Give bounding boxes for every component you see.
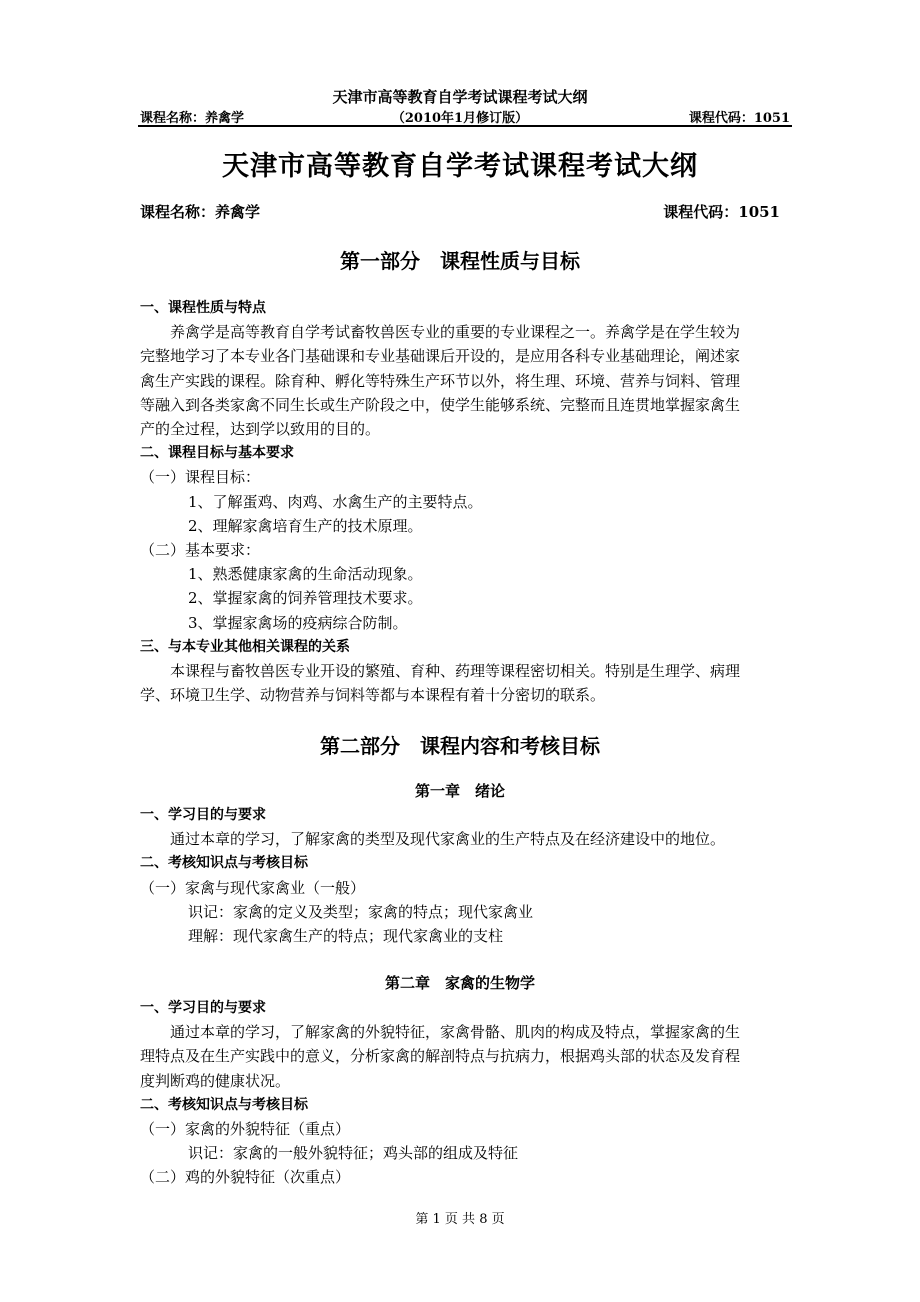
paragraph-line: 度判断鸡的健康状况。	[140, 1071, 291, 1090]
section-heading: 三、与本专业其他相关课程的关系	[140, 638, 350, 655]
list-item: 2、理解家禽培育生产的技术原理。	[188, 516, 423, 535]
course-code: 课程代码：1051	[663, 203, 780, 221]
running-header-course-code: 课程代码：1051	[688, 111, 790, 126]
list-item: 1、了解蛋鸡、肉鸡、水禽生产的主要特点。	[188, 492, 483, 511]
paragraph-line: 通过本章的学习，了解家禽的外貌特征，家禽骨骼、肌肉的构成及特点，掌握家禽的生	[170, 1023, 741, 1042]
part1-body	[140, 296, 785, 707]
list-item: 2、掌握家禽的饲养管理技术要求。	[188, 589, 423, 608]
header-divider	[138, 125, 792, 127]
chapter1-body	[140, 803, 785, 948]
subsection-heading: （一）家禽的外貌特征（重点）	[140, 1120, 351, 1139]
section-heading: 二、考核知识点与考核目标	[140, 855, 308, 872]
paragraph-line: 学、环境卫生学、动物营养与饲料等都与本课程有着十分密切的联系。	[140, 686, 606, 705]
list-item: 3、掌握家禽场的疫病综合防制。	[188, 613, 408, 632]
subsection-heading: （二）鸡的外貌特征（次重点）	[140, 1168, 351, 1187]
paragraph-line: 养禽学是高等教育自学考试畜牧兽医专业的重要的专业课程之一。养禽学是在学生较为	[170, 323, 741, 342]
running-header-course-name: 课程名称：养禽学	[140, 111, 245, 126]
part2-title: 第二部分 课程内容和考核目标	[320, 734, 600, 758]
subsection-heading: （一）家禽与现代家禽业（一般）	[140, 878, 366, 897]
chapter2-title: 第二章 家禽的生物学	[384, 974, 535, 992]
paragraph-line: 通过本章的学习，了解家禽的类型及现代家禽业的生产特点及在经济建设中的地位。	[170, 830, 726, 849]
course-name: 课程名称：养禽学	[140, 203, 261, 221]
list-item: 识记：家禽的一般外貌特征；鸡头部的组成及特征	[188, 1144, 519, 1163]
paragraph-line: 等融入到各类家禽不同生长或生产阶段之中，使学生能够系统、完整而且连贯地掌握家禽生	[140, 395, 741, 414]
paragraph-line: 完整地学习了本专业各门基础课和专业基础课后开设的，是应用各科专业基础理论，阐述家	[140, 347, 741, 366]
running-header-edition: （2010年1月修订版）	[391, 111, 529, 126]
section-heading: 二、考核知识点与考核目标	[140, 1096, 308, 1113]
subsection-heading: （二）基本要求：	[140, 541, 261, 560]
section-heading: 一、课程性质与特点	[140, 300, 266, 316]
running-header-title: 天津市高等教育自学考试课程考试大纲	[332, 88, 588, 106]
section-heading: 二、课程目标与基本要求	[140, 445, 294, 462]
paragraph-line: 理特点及在生产实践中的意义，分析家禽的解剖特点与抗病力，根据鸡头部的状态及发育程	[140, 1047, 741, 1066]
paragraph-line: 产的全过程，达到学以致用的目的。	[140, 420, 381, 439]
list-item: 1、熟悉健康家禽的生命活动现象。	[188, 565, 423, 584]
part1-title: 第一部分 课程性质与目标	[340, 249, 580, 273]
section-heading: 一、学习目的与要求	[140, 1000, 266, 1016]
list-item: 识记：家禽的定义及类型；家禽的特点；现代家禽业	[188, 902, 534, 921]
document-title: 天津市高等教育自学考试课程考试大纲	[222, 151, 698, 182]
subsection-heading: （一）课程目标：	[140, 468, 261, 487]
paragraph-line: 本课程与畜牧兽医专业开设的繁殖、育种、药理等课程密切相关。特别是生理学、病理	[170, 662, 741, 681]
list-item: 理解：现代家禽生产的特点；现代家禽业的支柱	[188, 927, 504, 946]
chapter1-title: 第一章 绪论	[414, 782, 505, 800]
section-heading: 一、学习目的与要求	[140, 807, 266, 823]
chapter2-body	[140, 996, 785, 1190]
paragraph-line: 禽生产实践的课程。除育种、孵化等特殊生产环节以外，将生理、环境、营养与饲料、管理	[140, 371, 741, 390]
page-number: 第 1 页 共 8 页	[415, 1212, 505, 1227]
